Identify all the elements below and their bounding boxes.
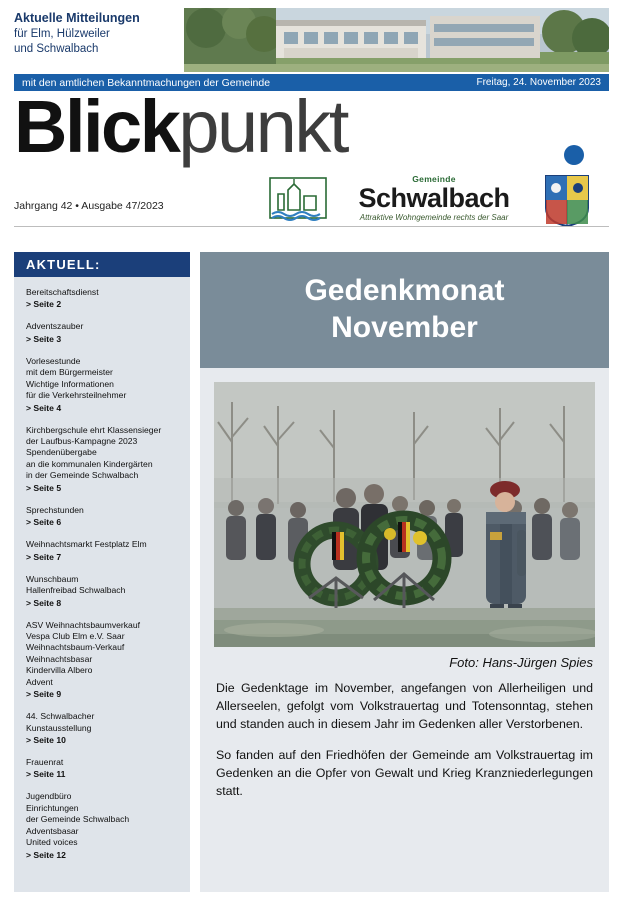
headline-line-2: November [331,311,478,344]
toc-item-label: Vespa Club Elm e.V. Saar [26,630,125,641]
toc-item-label: für die Verkehrsteilnehmer [26,390,127,401]
toc-item[interactable] [26,539,180,562]
toc-item-label: Kirchbergschule ehrt Klassensieger [26,424,162,435]
toc-item-label: Kunstausstellung [26,722,92,733]
toc-item-page-link[interactable]: > Seite 2 [26,299,62,310]
masthead-subtitle-1: für Elm, Hülzweiler [14,27,110,40]
toc-item-label: Weihnachtsbasar [26,653,93,664]
toc-item-page-link[interactable]: > Seite 9 [26,689,62,700]
municipality-wordmark [334,174,534,222]
sidebar-heading: AKTUELL: [14,252,190,277]
toc-item-label: Sprechstunden [26,504,84,515]
toc-item-label: Hallenfreibad Schwalbach [26,585,126,596]
toc-item-label: der Gemeinde Schwalbach [26,814,130,825]
toc-item[interactable] [26,425,180,494]
toc-item-label: Weihnachtsbaum-Verkauf [26,642,125,653]
article-paragraph: So fanden auf den Friedhöfen der Gemeinde am Volkstrauertag im Gedenken an die Opfer von Gewalt und Krieg Kranzniederlegungen statt. [216,747,593,798]
toc-item[interactable] [26,620,180,701]
masthead-subtitle-2: und Schwalbach [14,43,99,56]
toc-item-label: Advent [26,676,53,687]
toc-item[interactable] [26,321,180,344]
toc-item[interactable] [26,791,180,860]
toc-item[interactable] [26,287,180,310]
municipality-slogan: Attraktive Wohngemeinde rechts der Saar [359,213,509,223]
article-paragraph: Die Gedenktage im November, angefangen von Allerheiligen und Allerseelen, gefolgt vom Volkstrauertag und Totensonntag, stehen und standen auch in diesem Jahr im Gedenken aller Verstorbenen. [216,681,593,731]
toc-item[interactable] [26,505,180,528]
toc-item-page-link[interactable]: > Seite 11 [26,769,66,780]
table-of-contents [14,277,190,878]
toc-item-label: Jugendbüro [26,791,72,802]
headline-banner [200,252,609,368]
toc-item-label: Bereitschaftsdienst [26,287,99,297]
toc-item-page-link[interactable]: > Seite 7 [26,551,62,562]
toc-item-page-link[interactable]: > Seite 5 [26,482,62,493]
toc-item-label: Wichtige Informationen [26,378,114,389]
toc-item-page-link[interactable]: > Seite 12 [26,849,66,860]
toc-item-label: Spendenübergabe [26,447,97,458]
masthead-text-block [14,10,184,58]
toc-item-label: United voices [26,837,78,848]
toc-item-page-link[interactable]: > Seite 8 [26,597,62,608]
logo-word-punkt: punkt [178,85,347,168]
toc-item[interactable] [26,356,180,414]
toc-item-label: an die kommunalen Kindergärten [26,458,153,469]
headline-line-1: Gedenkmonat [304,274,505,308]
masthead-photo [184,8,609,72]
toc-item-label: Frauenrat [26,756,64,767]
toc-item-label: Adventsbasar [26,825,79,836]
toc-item-page-link[interactable]: > Seite 10 [26,734,66,745]
header-divider [14,226,609,227]
logo-dot-icon [564,145,584,165]
masthead [0,0,625,88]
toc-item-label: Adventszauber [26,321,84,332]
photo-credit: Foto: Hans-Jürgen Spies [449,655,593,670]
toc-item-page-link[interactable]: > Seite 6 [26,517,62,528]
toc-item-page-link[interactable]: > Seite 3 [26,333,62,344]
main-article [200,252,609,892]
toc-item-label: mit dem Bürgermeister [26,367,113,378]
issue-date: Freitag, 24. November 2023 [476,77,601,88]
toc-item[interactable] [26,574,180,609]
publication-logo [14,85,347,168]
masthead-title: Aktuelle Mitteilungen [14,11,140,25]
article-body [200,670,609,801]
sidebar [14,252,190,892]
logo-block [0,85,625,228]
toc-item-label: Wunschbaum [26,573,79,584]
municipality-name: Schwalbach [358,183,510,213]
toc-item-label: ASV Weihnachtsbaumverkauf [26,619,141,630]
toc-item-label: Einrichtungen [26,802,79,813]
content-area [0,252,625,897]
toc-item-label: in der Gemeinde Schwalbach [26,470,139,481]
toc-item-label: Vorlesestunde [26,355,81,366]
logo-word-blick: Blick [14,85,179,168]
toc-item[interactable] [26,711,180,746]
toc-item-label: der Laufbus-Kampagne 2023 [26,436,138,447]
municipality-logo [268,174,603,230]
church-water-icon [268,176,328,224]
article-photo [214,382,595,647]
municipality-label: Gemeinde [412,174,456,184]
toc-item-label: Weihnachtsmarkt Festplatz Elm [26,539,147,550]
toc-item-page-link[interactable]: > Seite 4 [26,402,62,413]
coat-of-arms-icon [544,174,590,228]
toc-item-label: Kindervilla Albero [26,665,93,676]
toc-item-label: 44. Schwalbacher [26,711,95,722]
issue-info: Jahrgang 42 • Ausgabe 47/2023 [14,200,164,212]
masthead-bluebar-text: mit den amtlichen Bekanntmachungen der Gemeinde [22,76,271,89]
toc-item[interactable] [26,757,180,780]
